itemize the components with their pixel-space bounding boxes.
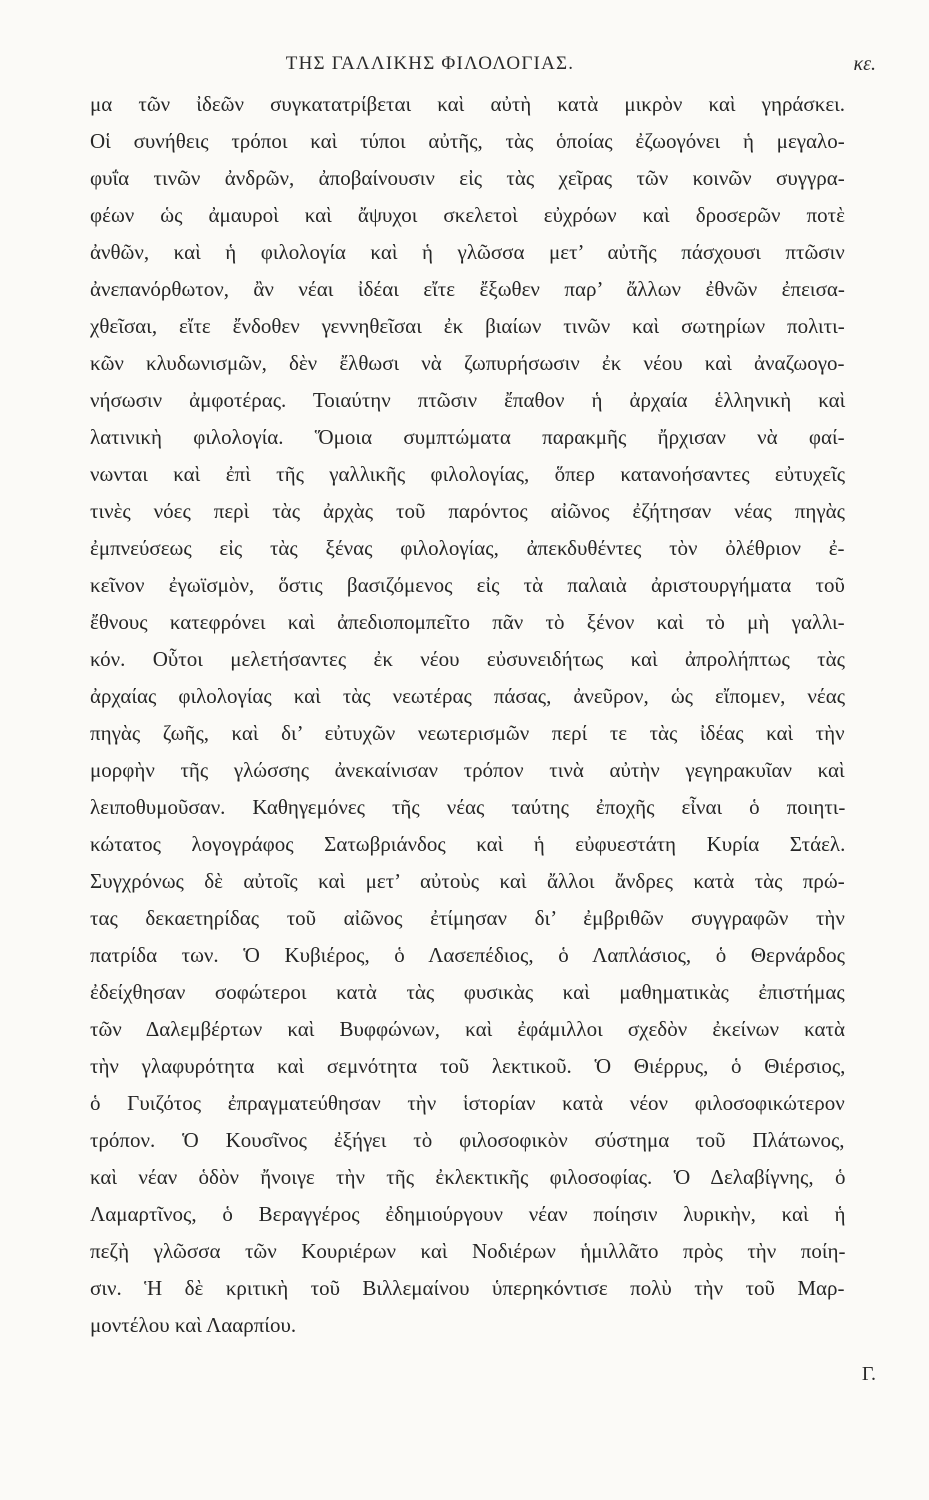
text-line	[90, 937, 845, 974]
text-line	[90, 1159, 845, 1196]
signature-mark: Γ.	[861, 1363, 876, 1385]
text-line-content: κεῖνον ἐγωϊσμὸν, ὅστις βασιζόμενος εἰς τὰ παλαιὰ ἀριστουργήματα τοῦ	[90, 573, 845, 597]
text-line-content: φυΐα τινῶν ἀνδρῶν, ἀποβαίνουσιν εἰς τὰς χεῖρας τῶν κοινῶν συγγρα-	[90, 166, 845, 190]
text-line-content: καὶ νέαν ὁδὸν ἤνοιγε τὴν τῆς ἐκλεκτικῆς φιλοσοφίας. Ὁ Δελαβίγνης, ὁ	[90, 1165, 846, 1189]
text-line	[90, 123, 845, 160]
text-line	[90, 1085, 845, 1122]
text-line	[90, 308, 845, 345]
text-line	[90, 493, 845, 530]
text-line-content: λειποθυμοῦσαν. Καθηγεμόνες τῆς νέας ταύτης ἐποχῆς εἶναι ὁ ποιητι-	[90, 795, 846, 819]
text-line	[90, 234, 845, 271]
text-line	[90, 1270, 845, 1307]
text-line-content: νήσωσιν ἀμφοτέρας. Τοιαύτην πτῶσιν ἔπαθον ἡ ἀρχαία ἑλληνικὴ καὶ	[90, 388, 846, 412]
text-line-content: μα τῶν ἰδεῶν συγκατατρίβεται καὶ αὐτὴ κατὰ μικρὸν καὶ γηράσκει.	[90, 92, 846, 116]
text-line	[90, 1196, 845, 1233]
text-line	[90, 900, 845, 937]
text-line-content: χθεῖσαι, εἴτε ἔνδοθεν γεννηθεῖσαι ἐκ βιαίων τινῶν καὶ σωτηρίων πολιτι-	[90, 314, 845, 338]
text-line-content: νωνται καὶ ἐπὶ τῆς γαλλικῆς φιλολογίας, ὅπερ κατανοήσαντες εὐτυχεῖς	[90, 462, 846, 486]
text-line	[90, 567, 845, 604]
text-line-content: Οἱ συνήθεις τρόποι καὶ τύποι αὐτῆς, τὰς ὁποίας ἐζωογόνει ἡ μεγαλο-	[90, 129, 845, 153]
text-line	[90, 1011, 845, 1048]
text-line-content: ἀνεπανόρθωτον, ἂν νέαι ἰδέαι εἴτε ἔξωθεν παρ’ ἄλλων ἐθνῶν ἐπεισα-	[90, 277, 845, 301]
text-line	[90, 863, 845, 900]
text-line-content: ἐμπνεύσεως εἰς τὰς ξένας φιλολογίας, ἀπεκδυθέντες τὸν ὀλέθριον ἐ-	[90, 536, 845, 560]
text-line	[90, 826, 845, 863]
text-line-content: τῶν Δαλεμβέρτων καὶ Βυφφώνων, καὶ ἐφάμιλλοι σχεδὸν ἐκείνων κατὰ	[90, 1017, 845, 1041]
text-line-content: κῶν κλυδωνισμῶν, δὲν ἔλθωσι νὰ ζωπυρήσωσιν ἐκ νέου καὶ ἀναζωογο-	[90, 351, 845, 375]
text-line	[90, 1233, 845, 1270]
text-line	[90, 456, 845, 493]
text-line-content: τας δεκαετηρίδας τοῦ αἰῶνος ἐτίμησαν δι’ ἐμβριθῶν συγγραφῶν τὴν	[90, 906, 845, 930]
text-line-content: σιν. Ἡ δὲ κριτικὴ τοῦ Βιλλεμαίνου ὑπερηκόντισε πολὺ τὴν τοῦ Μαρ-	[90, 1276, 845, 1300]
text-line-content: πατρίδα των. Ὁ Κυβιέρος, ὁ Λασεπέδιος, ὁ Λαπλάσιος, ὁ Θερνάρδος	[90, 943, 845, 967]
text-line	[90, 160, 845, 197]
text-line	[90, 974, 845, 1011]
text-line-content: κόν. Οὗτοι μελετήσαντες ἐκ νέου εὐσυνειδήτως καὶ ἀπρολήπτως τὰς	[90, 647, 845, 671]
text-line-content: μοντέλου καὶ Λααρπίου.	[90, 1313, 297, 1337]
text-line	[90, 752, 845, 789]
text-line	[90, 271, 845, 308]
text-line	[90, 1048, 845, 1085]
text-line-content: πηγὰς ζωῆς, καὶ δι’ εὐτυχῶν νεωτερισμῶν περί τε τὰς ἰδέας καὶ τὴν	[90, 721, 845, 745]
text-line-content: Λαμαρτῖνος, ὁ Βεραγγέρος ἐδημιούργουν νέαν ποίησιν λυρικὴν, καὶ ἡ	[90, 1202, 846, 1226]
text-line-content: ἐδείχθησαν σοφώτεροι κατὰ τὰς φυσικὰς καὶ μαθηματικὰς ἐπιστήμας	[90, 980, 845, 1004]
text-line-content: λατινικὴ φιλολογία. Ὅμοια συμπτώματα παρακμῆς ἤρχισαν νὰ φαί-	[90, 425, 845, 449]
text-line	[90, 345, 845, 382]
text-line-content: ἀνθῶν, καὶ ἡ φιλολογία καὶ ἡ γλῶσσα μετ’ αὐτῆς πάσχουσι πτῶσιν	[90, 240, 845, 264]
text-line-content: ἔθνους κατεφρόνει καὶ ἀπεδιοπομπεῖτο πᾶν τὸ ξένον καὶ τὸ μὴ γαλλι-	[90, 610, 845, 634]
text-line-content: τρόπον. Ὁ Κουσῖνος ἐξήγει τὸ φιλοσοφικὸν σύστημα τοῦ Πλάτωνος,	[90, 1128, 845, 1152]
text-line-content: πεζὴ γλῶσσα τῶν Κουριέρων καὶ Νοδιέρων ἡμιλλᾶτο πρὸς τὴν ποίη-	[90, 1239, 846, 1263]
text-line	[90, 604, 845, 641]
text-line	[90, 419, 845, 456]
body-text	[90, 86, 845, 1344]
text-line-content: ὁ Γυιζότος ἐπραγματεύθησαν τὴν ἱστορίαν κατὰ νέον φιλοσοφικώτερον	[90, 1091, 845, 1115]
text-line	[90, 86, 845, 123]
page-number: κε.	[853, 53, 876, 75]
text-line	[90, 789, 845, 826]
text-line-content: Συγχρόνως δὲ αὐτοῖς καὶ μετ’ αὐτοὺς καὶ ἄλλοι ἄνδρες κατὰ τὰς πρώ-	[90, 869, 845, 893]
text-line	[90, 1307, 845, 1344]
text-line-content: κώτατος λογογράφος Σατωβριάνδος καὶ ἡ εὐφυεστάτη Κυρία Στάελ.	[90, 832, 846, 856]
text-line	[90, 641, 845, 678]
text-line	[90, 1122, 845, 1159]
text-line-content: τὴν γλαφυρότητα καὶ σεμνότητα τοῦ λεκτικοῦ. Ὁ Θιέρρυς, ὁ Θιέρσιος,	[90, 1054, 846, 1078]
text-line-content: ἀρχαίας φιλολογίας καὶ τὰς νεωτέρας πάσας, ἀνεῦρον, ὡς εἴπομεν, νέας	[90, 684, 846, 708]
text-line-content: τινὲς νόες περὶ τὰς ἀρχὰς τοῦ παρόντος αἰῶνος ἐζήτησαν νέας πηγὰς	[90, 499, 845, 523]
text-line	[90, 530, 845, 567]
text-line	[90, 715, 845, 752]
text-line-content: φέων ὡς ἀμαυροὶ καὶ ἄψυχοι σκελετοὶ εὐχρόων καὶ δροσερῶν ποτὲ	[90, 203, 845, 227]
text-line	[90, 678, 845, 715]
text-line	[90, 382, 845, 419]
text-line	[90, 197, 845, 234]
text-line-content: μορφὴν τῆς γλώσσης ἀνεκαίνισαν τρόπον τινὰ αὐτὴν γεγηρακυῖαν καὶ	[90, 758, 845, 782]
running-title: ΤΗΣ ΓΑΛΛΙΚΗΣ ΦΙΛΟΛΟΓΙΑΣ.	[285, 53, 575, 74]
